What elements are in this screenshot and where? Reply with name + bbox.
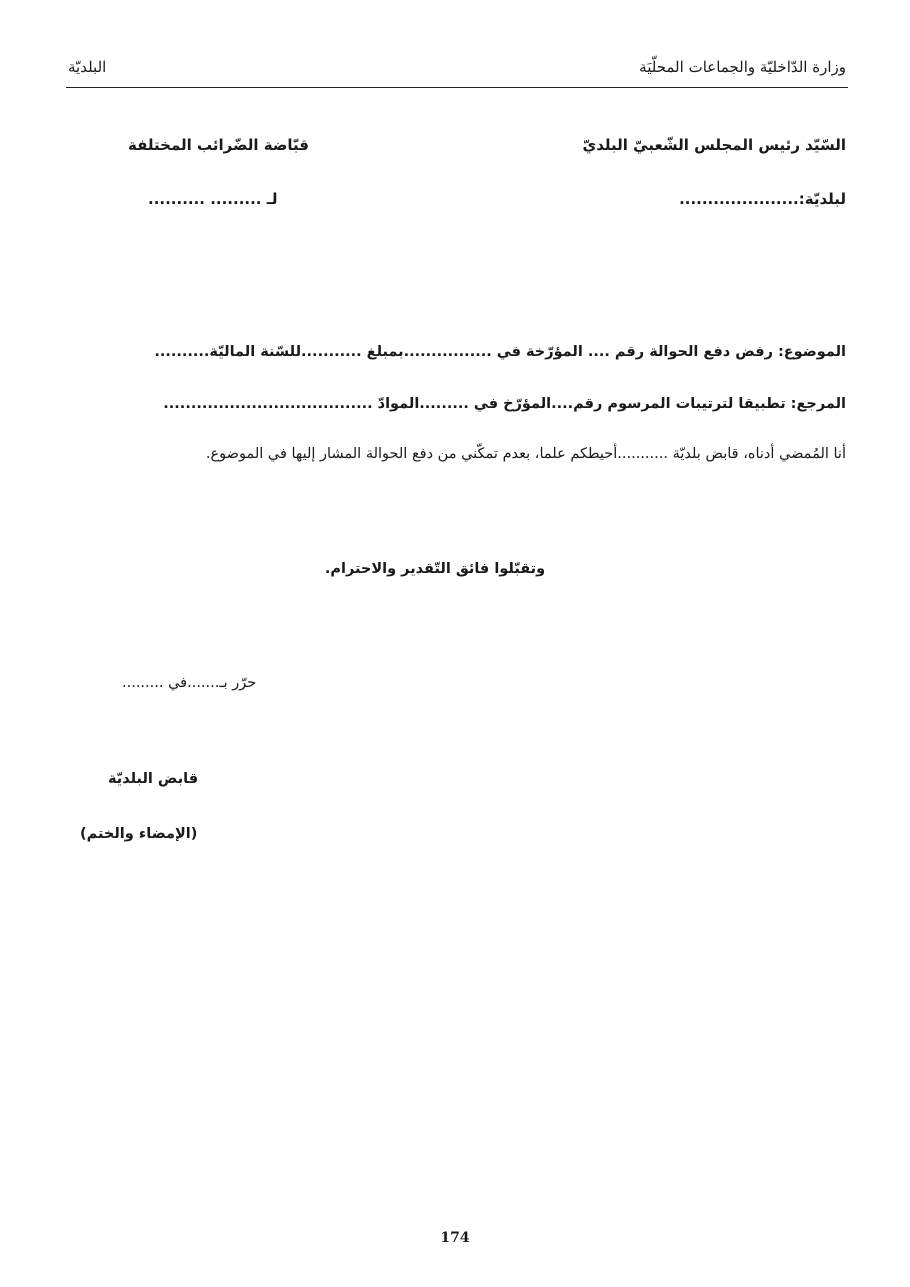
body-paragraph: أنا المُمضي أدناه، قابض بلديّة ...........أحيطكم علما، بعدم تمكّني من دفع الحوالة المشار إليها في الموضوع. bbox=[205, 446, 846, 462]
subject-line: الموضوع: رفض دفع الحوالة رقم .... المؤرّخة في ................بمبلغ ...........للسّنة الماليّة.......... bbox=[154, 344, 846, 360]
ministry-header: وزارة الدّاخليّة والجماعات المحلّيَة bbox=[639, 58, 846, 76]
for-field: لـ ......... .......... bbox=[148, 190, 278, 208]
signature-note: (الإمضاء والختم) bbox=[80, 826, 198, 842]
recipient-title: السّيّد رئيس المجلس الشّعبيّ البلديّ bbox=[582, 136, 846, 154]
municipality-header: البلديّة bbox=[68, 58, 107, 76]
closing-line-wrapper bbox=[0, 561, 910, 577]
page-number: 174 bbox=[440, 1230, 470, 1246]
reference-line: المرجع: تطبيقا لترتيبات المرسوم رقم....المؤرّخ في .........الموادّ ...................................... bbox=[163, 396, 846, 412]
municipality-field: لبلديّة:..................... bbox=[679, 190, 846, 208]
closing-line: وتقبّلوا فائق التّقدير والاحترام. bbox=[324, 561, 546, 577]
sender-office: قبّاضة الضّرائب المختلفة bbox=[128, 136, 309, 154]
signer-title: قابض البلديّة bbox=[108, 771, 199, 787]
written-at-line: حرّر بـ.......في ......... bbox=[122, 675, 257, 691]
header-divider bbox=[66, 87, 848, 88]
